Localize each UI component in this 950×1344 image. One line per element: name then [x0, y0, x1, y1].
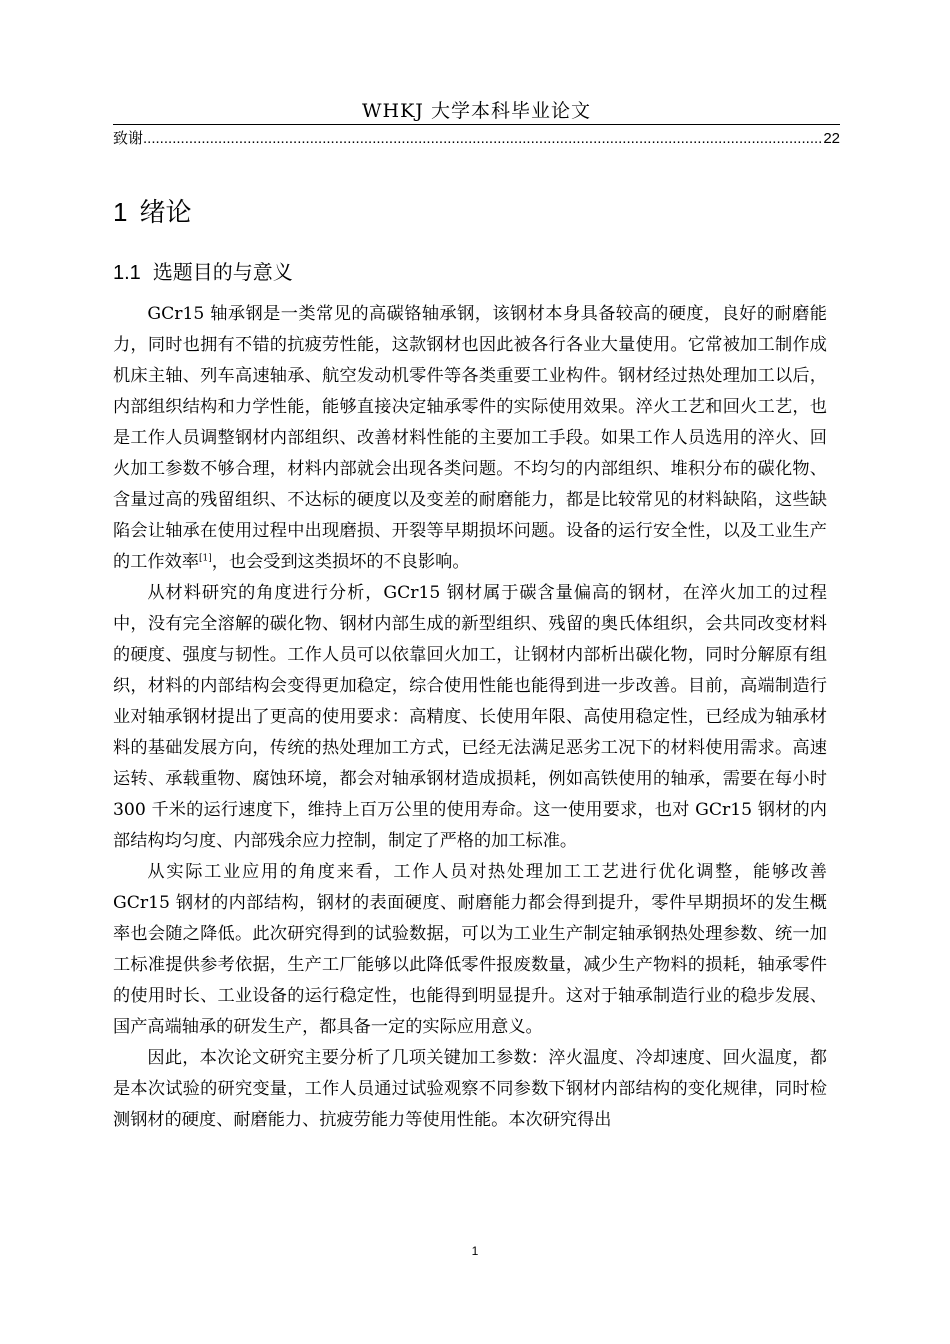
header-rule — [113, 124, 840, 125]
paragraph-1-text: GCr15 轴承钢是一类常见的高碳铬轴承钢，该钢材本身具备较高的硬度，良好的耐磨能力，同时也拥有不错的抗疲劳性能，这款钢材也因此被各行各业大量使用。它常被加工制作成机床主轴、列车高速轴承、航空发动机零件等各类重要工业构件。钢材经过热处理加工以后，内部组织结构和力学性能，能够直接决定轴承零件的实际使用效果。淬火工艺和回火工艺，也是工作人员调整钢材内部组织、改善材料性能的主要加工手段。如果工作人员选用的淬火、回火加工参数不够合理，材料内部就会出现各类问题。不均匀的内部组织、堆积分布的碳化物、含量过高的残留组织、不达标的硬度以及变差的耐磨能力，都是比较常见的材料缺陷，这些缺陷会让轴承在使用过程中出现磨损、开裂等早期损坏问题。设备的运行安全性，以及工业生产的工作效率 — [113, 304, 827, 572]
toc-dot-leader — [143, 130, 823, 147]
body-text — [113, 299, 827, 1136]
paragraph-1 — [113, 299, 827, 578]
paragraph-3: 从实际工业应用的角度来看，工作人员对热处理加工工艺进行优化调整，能够改善 GCr15 钢材的内部结构，钢材的表面硬度、耐磨能力都会得到提升，零件早期损坏的发生概率也会随之降低。此次研究得到的试验数据，可以为工业生产制定轴承钢热处理参数、统一加工标准提供参考依据，生产工厂能够以此降低零件报废数量，减少生产物料的损耗，轴承零件的使用时长、工业设备的运行稳定性，也能得到明显提升。这对于轴承制造行业的稳步发展、国产高端轴承的研发生产，都具备一定的实际应用意义。 — [113, 862, 827, 1037]
section-heading — [113, 256, 293, 285]
toc-entry-label: 致谢 — [113, 130, 144, 147]
chapter-heading — [113, 192, 191, 229]
chapter-title: 绪论 — [139, 197, 192, 227]
paragraph-2: 从材料研究的角度进行分析，GCr15 钢材属于碳含量偏高的钢材，在淬火加工的过程中，没有完全溶解的碳化物、钢材内部生成的新型组织、残留的奥氏体组织，会共同改变材料的硬度、强度与韧性。工作人员可以依靠回火加工，让钢材内部析出碳化物，同时分解原有组织，材料的内部结构会变得更加稳定，综合使用性能也能得到进一步改善。目前，高端制造行业对轴承钢材提出了更高的使用要求：高精度、长使用年限、高使用稳定性，已经成为轴承材料的基础发展方向，传统的热处理加工方式，已经无法满足恶劣工况下的材料使用需求。高速运转、承载重物、腐蚀环境，都会对轴承钢材造成损耗，例如高铁使用的轴承，需要在每小时 300 千米的运行速度下，维持上百万公里的使用寿命。这一使用要求，也对 GCr15 钢材的内部结构均匀度、内部残余应力控制，制定了严格的加工标准。 — [113, 583, 827, 851]
paragraph-4: 因此，本次论文研究主要分析了几项关键加工参数：淬火温度、冷却速度、回火温度，都是本次试验的研究变量，工作人员通过试验观察不同参数下钢材内部结构的变化规律，同时检测钢材的硬度、耐磨能力、抗疲劳能力等使用性能。本次研究得出 — [113, 1048, 827, 1130]
section-number: 1.1 — [113, 262, 141, 284]
citation-1[interactable]: [1] — [198, 553, 212, 564]
toc-entry-page: 22 — [823, 130, 840, 147]
chapter-number: 1 — [113, 197, 128, 227]
paragraph-1-tail: ，也会受到这类损坏的不良影响。 — [211, 552, 470, 572]
running-header: WHKJ 大学本科毕业论文 — [362, 100, 591, 122]
page-number: 1 — [471, 1244, 479, 1258]
toc-entry-acknowledgements[interactable] — [113, 127, 840, 149]
section-title: 选题目的与意义 — [152, 262, 293, 284]
